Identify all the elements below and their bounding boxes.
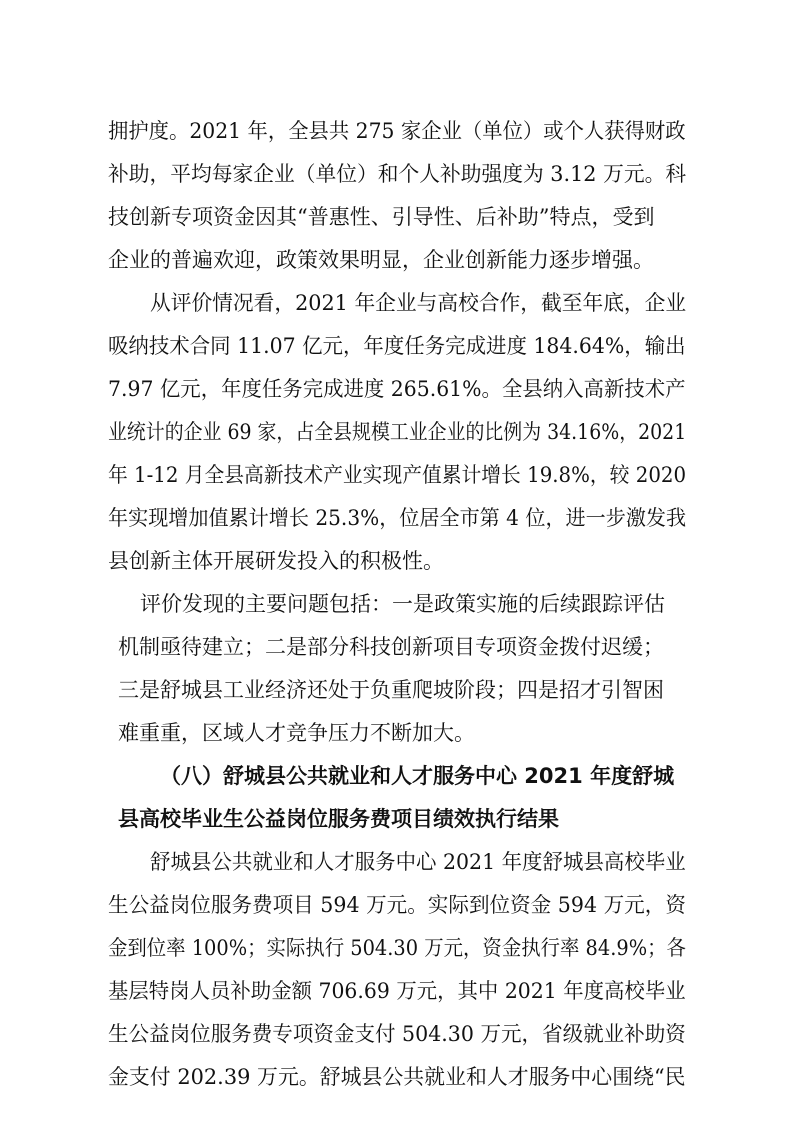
body-text-line: 县创新主体开展研发投入的积极性。 [108, 549, 444, 573]
body-text-line: 从评价情况看，2021 年企业与高校合作，截至年底，企业 [150, 291, 687, 315]
body-text-line: 生公益岗位服务费专项资金支付 504.30 万元，省级就业补助资 [108, 1022, 686, 1046]
body-text-line: 业统计的企业 69 家，占全县规模工业企业的比例为 34.16%，2021 [108, 420, 687, 444]
body-text-line: 补助，平均每家企业（单位）和个人补助强度为 3.12 万元。科 [108, 162, 687, 186]
body-text-line: 难重重，区域人才竞争压力不断加大。 [118, 721, 475, 745]
body-text-line: 技创新专项资金因其“普惠性、引导性、后补助”特点，受到 [108, 205, 655, 229]
body-text-line: 生公益岗位服务费项目 594 万元。实际到位资金 594 万元，资 [108, 893, 686, 917]
body-text-line: 企业的普遍欢迎，政策效果明显，企业创新能力逐步增强。 [108, 248, 654, 272]
section-heading: 县高校毕业生公益岗位服务费项目绩效执行结果 [118, 807, 559, 831]
body-text-line: 7.97 亿元，年度任务完成进度 265.61%。全县纳入高新技术产 [108, 377, 686, 401]
body-text-line: 金到位率 100%；实际执行 504.30 万元，资金执行率 84.9%；各 [108, 936, 686, 960]
body-text-line: 评价发现的主要问题包括：一是政策实施的后续跟踪评估 [140, 592, 665, 616]
body-text-line: 吸纳技术合同 11.07 亿元，年度任务完成进度 184.64%，输出 [108, 334, 686, 358]
body-text-line: 金支付 202.39 万元。舒城县公共就业和人才服务中心围绕“民 [108, 1065, 686, 1089]
body-text-line: 年 1-12 月全县高新技术产业实现产值累计增长 19.8%，较 2020 [108, 463, 687, 487]
body-text-line: 三是舒城县工业经济还处于负重爬坡阶段；四是招才引智困 [118, 678, 664, 702]
body-text-line: 机制亟待建立；二是部分科技创新项目专项资金拨付迟缓； [118, 635, 664, 659]
section-heading: （八）舒城县公共就业和人才服务中心 2021 年度舒城 [160, 764, 675, 788]
body-text-line: 拥护度。2021 年，全县共 275 家企业（单位）或个人获得财政 [108, 119, 686, 143]
body-text-line: 基层特岗人员补助金额 706.69 万元，其中 2021 年度高校毕业 [108, 979, 686, 1003]
body-text-line: 舒城县公共就业和人才服务中心 2021 年度舒城县高校毕业 [150, 850, 686, 874]
body-text-line: 年实现增加值累计增长 25.3%，位居全市第 4 位，进一步激发我 [108, 506, 687, 530]
